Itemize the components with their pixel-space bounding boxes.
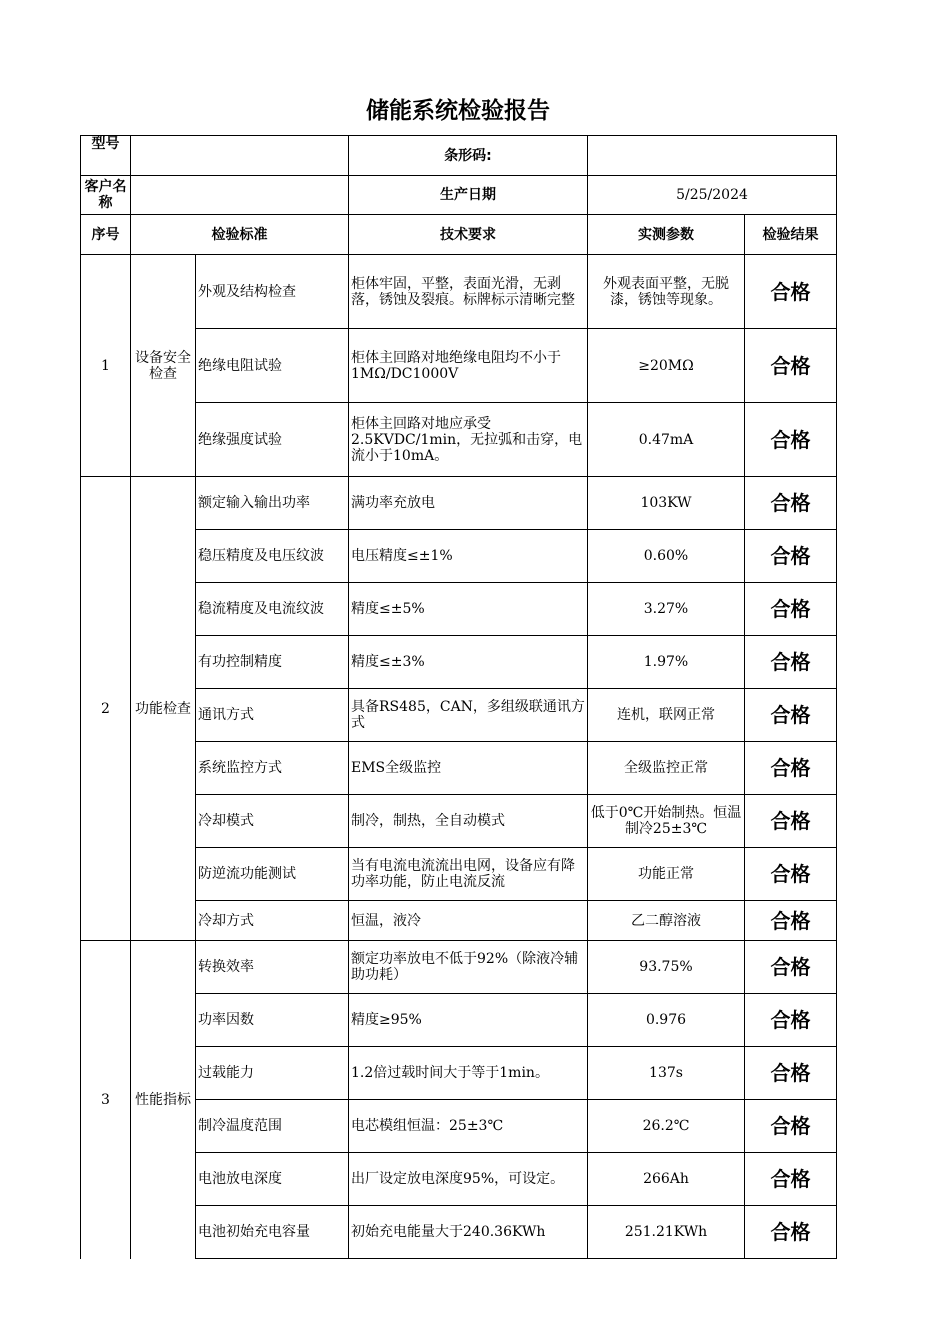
- item-requirement: 初始充电能量大于240.36KWh: [349, 1206, 588, 1259]
- item-measured: 连机，联网正常: [588, 689, 745, 742]
- table-row: [81, 477, 837, 530]
- item-requirement: 柜体主回路对地应承受2.5KVDC/1min，无拉弧和击穿，电流小于10mA。: [349, 403, 588, 477]
- group-seq: 3: [81, 941, 131, 1259]
- item-requirement: 制冷，制热，全自动模式: [349, 795, 588, 848]
- item-name: 稳压精度及电压纹波: [196, 530, 349, 583]
- item-result: 合格: [745, 941, 837, 994]
- table-row: [81, 255, 837, 329]
- production-date-value: 5/25/2024: [588, 176, 837, 215]
- item-result: 合格: [745, 329, 837, 403]
- item-measured: 93.75%: [588, 941, 745, 994]
- item-name: 额定输入输出功率: [196, 477, 349, 530]
- item-name: 冷却模式: [196, 795, 349, 848]
- item-name: 转换效率: [196, 941, 349, 994]
- item-measured: 0.976: [588, 994, 745, 1047]
- item-name: 稳流精度及电流纹波: [196, 583, 349, 636]
- item-result: 合格: [745, 477, 837, 530]
- item-requirement: 额定功率放电不低于92%（除液冷辅助功耗）: [349, 941, 588, 994]
- item-name: 有功控制精度: [196, 636, 349, 689]
- item-measured: 103KW: [588, 477, 745, 530]
- item-name: 绝缘电阻试验: [196, 329, 349, 403]
- item-requirement: 1.2倍过载时间大于等于1min。: [349, 1047, 588, 1100]
- item-name: 过载能力: [196, 1047, 349, 1100]
- item-result: 合格: [745, 689, 837, 742]
- item-requirement: 电芯模组恒温：25±3℃: [349, 1100, 588, 1153]
- item-measured: 26.2℃: [588, 1100, 745, 1153]
- item-name: 制冷温度范围: [196, 1100, 349, 1153]
- group-seq: 1: [81, 255, 131, 477]
- model-value: [131, 136, 349, 176]
- item-result: 合格: [745, 636, 837, 689]
- item-measured: 乙二醇溶液: [588, 901, 745, 941]
- item-name: 防逆流功能测试: [196, 848, 349, 901]
- item-name: 电池初始充电容量: [196, 1206, 349, 1259]
- item-measured: 251.21KWh: [588, 1206, 745, 1259]
- page-title: 储能系统检验报告: [366, 98, 550, 124]
- item-result: 合格: [745, 530, 837, 583]
- group-category: 性能指标: [131, 941, 196, 1259]
- item-requirement: 当有电流电流流出电网，设备应有降功率功能，防止电流反流: [349, 848, 588, 901]
- item-result: 合格: [745, 1100, 837, 1153]
- item-result: 合格: [745, 1153, 837, 1206]
- group-seq: 2: [81, 477, 131, 941]
- barcode-value: [588, 136, 837, 176]
- item-result: 合格: [745, 848, 837, 901]
- item-requirement: 满功率充放电: [349, 477, 588, 530]
- header-seq: 序号: [81, 215, 131, 255]
- item-name: 绝缘强度试验: [196, 403, 349, 477]
- item-name: 冷却方式: [196, 901, 349, 941]
- production-date-label: 生产日期: [349, 176, 588, 215]
- barcode-label: 条形码:: [349, 136, 588, 176]
- item-result: 合格: [745, 901, 837, 941]
- item-requirement: 出厂设定放电深度95%，可设定。: [349, 1153, 588, 1206]
- item-name: 通讯方式: [196, 689, 349, 742]
- item-name: 功率因数: [196, 994, 349, 1047]
- item-requirement: 精度≥95%: [349, 994, 588, 1047]
- header-requirement: 技术要求: [349, 215, 588, 255]
- item-measured: 0.47mA: [588, 403, 745, 477]
- item-measured: 0.60%: [588, 530, 745, 583]
- item-name: 电池放电深度: [196, 1153, 349, 1206]
- group-category: 设备安全检查: [131, 255, 196, 477]
- customer-label: 客户名称: [81, 176, 131, 215]
- item-result: 合格: [745, 403, 837, 477]
- model-label: 型号: [81, 136, 131, 176]
- customer-value: [131, 176, 349, 215]
- item-requirement: 精度≤±3%: [349, 636, 588, 689]
- item-name: 外观及结构检查: [196, 255, 349, 329]
- header-result: 检验结果: [745, 215, 837, 255]
- item-requirement: 柜体牢固，平整，表面光滑，无剥落，锈蚀及裂痕。标牌标示清晰完整: [349, 255, 588, 329]
- item-name: 系统监控方式: [196, 742, 349, 795]
- item-measured: 全级监控正常: [588, 742, 745, 795]
- item-measured: 外观表面平整，无脱漆，锈蚀等现象。: [588, 255, 745, 329]
- group-category: 功能检查: [131, 477, 196, 941]
- table-row: [81, 941, 837, 994]
- item-measured: 266Ah: [588, 1153, 745, 1206]
- column-header-row: [81, 215, 837, 255]
- info-row-model: [81, 136, 837, 176]
- item-measured: 功能正常: [588, 848, 745, 901]
- item-requirement: 精度≤±5%: [349, 583, 588, 636]
- item-result: 合格: [745, 994, 837, 1047]
- header-measured: 实测参数: [588, 215, 745, 255]
- item-measured: 低于0℃开始制热。恒温制冷25±3℃: [588, 795, 745, 848]
- item-measured: 3.27%: [588, 583, 745, 636]
- item-requirement: 恒温，液冷: [349, 901, 588, 941]
- item-requirement: 柜体主回路对地绝缘电阻均不小于1MΩ/DC1000V: [349, 329, 588, 403]
- item-result: 合格: [745, 583, 837, 636]
- header-standard: 检验标准: [131, 215, 349, 255]
- item-requirement: EMS全级监控: [349, 742, 588, 795]
- item-measured: ≥20MΩ: [588, 329, 745, 403]
- item-requirement: 电压精度≤±1%: [349, 530, 588, 583]
- item-result: 合格: [745, 795, 837, 848]
- item-requirement: 具备RS485，CAN，多组级联通讯方式: [349, 689, 588, 742]
- item-result: 合格: [745, 742, 837, 795]
- item-result: 合格: [745, 255, 837, 329]
- item-result: 合格: [745, 1206, 837, 1259]
- item-measured: 1.97%: [588, 636, 745, 689]
- info-row-customer: [81, 176, 837, 215]
- item-measured: 137s: [588, 1047, 745, 1100]
- item-result: 合格: [745, 1047, 837, 1100]
- inspection-report-table: [80, 135, 837, 1259]
